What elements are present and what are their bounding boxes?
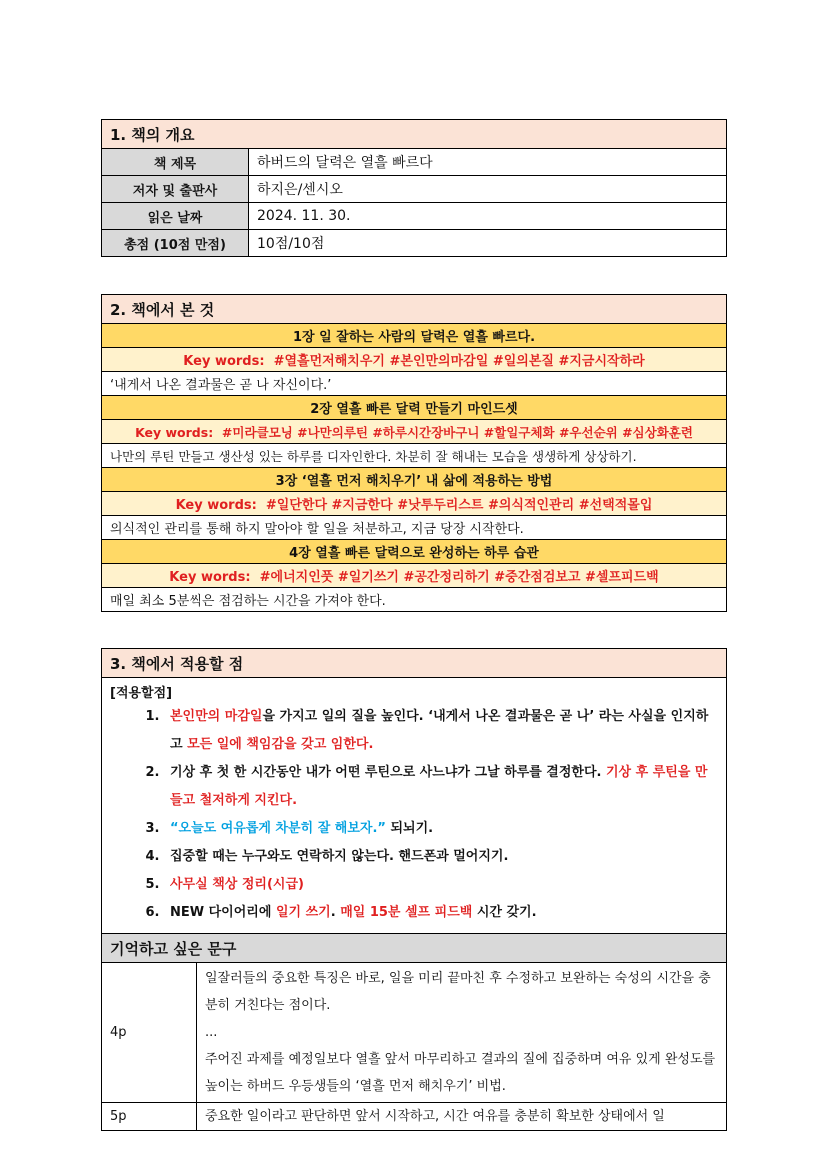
quote-page: 4p	[102, 963, 197, 1103]
apply-item-text: 일기 쓰기	[275, 905, 331, 920]
keywords-label: Key words:	[175, 498, 257, 513]
apply-content	[102, 678, 727, 934]
chapter-4-summary: 매일 최소 5분씩은 점검하는 시간을 가져야 한다.	[102, 588, 727, 612]
chapter-4-title: 4장 열흘 빠른 달력으로 완성하는 하루 습관	[102, 540, 727, 564]
chapter-1-keywords	[102, 348, 727, 372]
keywords-text: #미라클모닝 #나만의루틴 #하루시간장바구니 #할일구체화 #우선순위 #심상화훈련	[221, 424, 693, 440]
apply-item-text: 집중할 때는 누구와도 연락하지 않는다. 핸드폰과 멀어지기.	[170, 849, 509, 864]
keywords-label: Key words:	[169, 570, 251, 585]
apply-item-text: 본인만의 마감일	[170, 709, 263, 724]
table-row	[102, 176, 727, 203]
chapter-1-title: 1장 일 잘하는 사람의 달력은 열흘 빠르다.	[102, 324, 727, 348]
chapter-3-summary: 의식적인 관리를 통해 하지 말아야 할 일을 처분하고, 지금 당장 시작한다.	[102, 516, 727, 540]
overview-value-date: 2024. 11. 30.	[249, 203, 727, 230]
chapter-2-summary: 나만의 루틴 만들고 생산성 있는 하루를 디자인한다. 차분히 잘 해내는 모습을 생생하게 상상하기.	[102, 444, 727, 468]
apply-item-text: “오늘도 여유롭게 차분히 잘 해보자.”	[170, 821, 386, 836]
seen-table	[101, 294, 727, 612]
chapter-1-summary: ‘내게서 나온 결과물은 곧 나 자신이다.’	[102, 372, 727, 396]
apply-item	[164, 871, 718, 899]
apply-item-text: .	[330, 905, 341, 920]
seen-header: 2. 책에서 본 것	[102, 295, 727, 324]
keywords-text: #일단한다 #지금한다 #낫투두리스트 #의식적인관리 #선택적몰입	[265, 498, 653, 513]
apply-item-text: 을 가지고 일의 질을 높인다. ‘내게서 나온 결과물은 곧 나’ 라는 사실을 인지하고	[170, 709, 709, 752]
overview-label-score: 총점 (10점 만점)	[102, 230, 249, 257]
keywords-label: Key words:	[183, 354, 265, 369]
table-row	[102, 230, 727, 257]
apply-item-text: 모든 일에 책임감을 갖고 임한다.	[187, 737, 374, 752]
overview-value-author: 하지은/센시오	[249, 176, 727, 203]
overview-label-date: 읽은 날짜	[102, 203, 249, 230]
apply-item-text: 되뇌기.	[385, 821, 434, 836]
quote-text	[197, 963, 727, 1103]
table-row	[102, 203, 727, 230]
quote-line: ...	[205, 1025, 218, 1040]
overview-label-author: 저자 및 출판사	[102, 176, 249, 203]
apply-item	[164, 703, 718, 759]
table-row	[102, 963, 727, 1103]
apply-item	[164, 899, 718, 927]
apply-item-text: NEW 다이어리에	[170, 905, 276, 920]
overview-table	[101, 119, 727, 257]
apply-item-text: 사무실 책상 정리(시급)	[170, 877, 304, 892]
table-row	[102, 149, 727, 176]
apply-item	[164, 815, 718, 843]
apply-header: 3. 책에서 적용할 점	[102, 649, 727, 678]
chapter-3-keywords	[102, 492, 727, 516]
overview-header: 1. 책의 개요	[102, 120, 727, 149]
apply-item	[164, 843, 718, 871]
apply-item-text: 기상 후 루틴을 만들고 철저하게 지킨다.	[170, 765, 708, 808]
quote-line: 주어진 과제를 예정일보다 열흘 앞서 마무리하고 결과의 질에 집중하며 여유 있게 완성도를 높이는 하버드 우등생들의 ‘열흘 먼저 해치우기’ 비법.	[205, 1052, 716, 1094]
keywords-text: #열흘먼저해치우기 #본인만의마감일 #일의본질 #지금시작하라	[273, 354, 645, 369]
table-row	[102, 1103, 727, 1131]
keywords-label: Key words:	[135, 424, 214, 440]
quote-text	[197, 1103, 727, 1131]
apply-list	[110, 703, 718, 927]
apply-item-text: 시간 갖기.	[472, 905, 537, 920]
quote-line: 일잘러들의 중요한 특징은 바로, 일을 미리 끝마친 후 수정하고 보완하는 숙성의 시간을 충분히 거친다는 점이다.	[205, 971, 711, 1013]
overview-value-title: 하버드의 달력은 열흘 빠르다	[249, 149, 727, 176]
chapter-4-keywords	[102, 564, 727, 588]
memorable-header: 기억하고 싶은 문구	[102, 934, 727, 963]
quote-page: 5p	[102, 1103, 197, 1131]
apply-item	[164, 759, 718, 815]
apply-item-text: 매일 15분 셀프 피드백	[340, 905, 473, 920]
keywords-text: #에너지인풋 #일기쓰기 #공간정리하기 #중간점검보고 #셀프피드백	[259, 570, 659, 585]
chapter-3-title: 3장 ‘열흘 먼저 해치우기’ 내 삶에 적용하는 방법	[102, 468, 727, 492]
quote-line: 중요한 일이라고 판단하면 앞서 시작하고, 시간 여유를 충분히 확보한 상태에서 일	[205, 1109, 665, 1124]
chapter-2-title: 2장 열흘 빠른 달력 만들기 마인드셋	[102, 396, 727, 420]
overview-label-title: 책 제목	[102, 149, 249, 176]
overview-value-score: 10점/10점	[249, 230, 727, 257]
apply-table	[101, 648, 727, 1131]
apply-subheader: [적용할점]	[110, 686, 173, 701]
apply-item-text: 기상 후 첫 한 시간동안 내가 어떤 루틴으로 사느냐가 그날 하루를 결정한다.	[170, 765, 606, 780]
chapter-2-keywords	[102, 420, 727, 444]
